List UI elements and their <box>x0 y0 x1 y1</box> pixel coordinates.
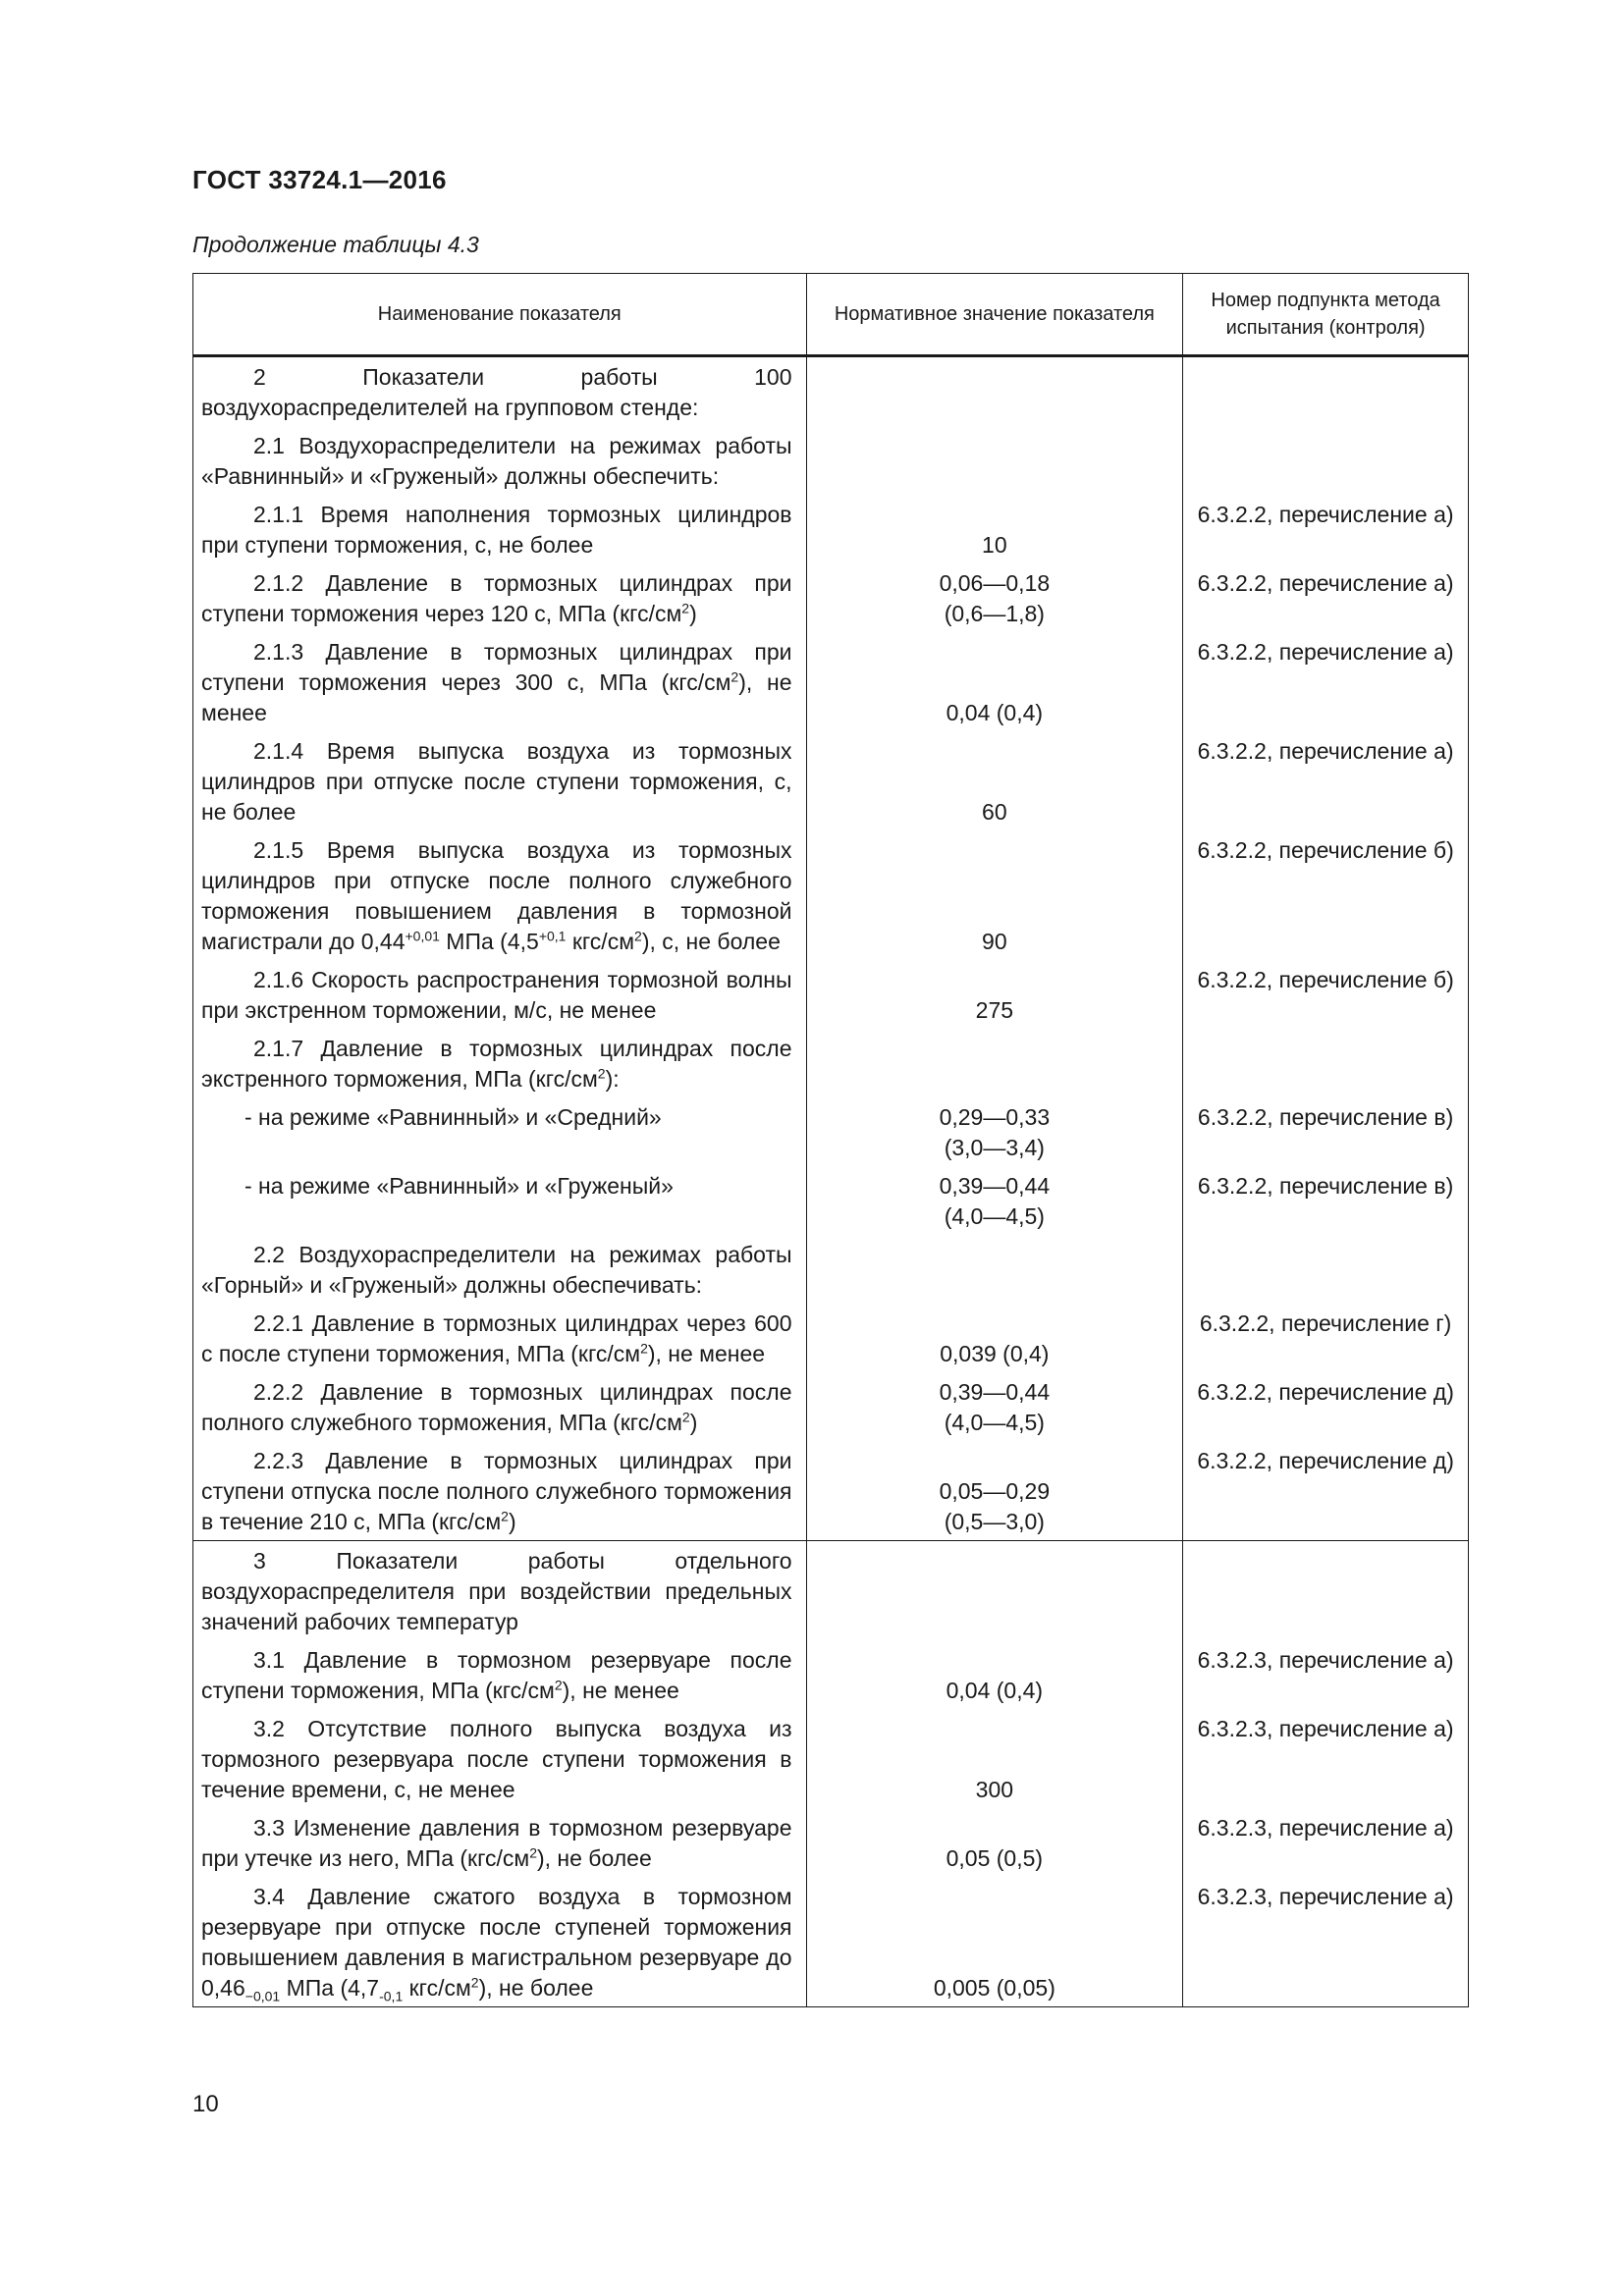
table-row <box>193 632 1469 731</box>
method-ref: 6.3.2.3, перечисление а) <box>1183 1640 1469 1709</box>
table-row <box>193 563 1469 632</box>
table-row <box>193 1441 1469 1541</box>
method-ref: 6.3.2.2, перечисление в) <box>1183 1166 1469 1235</box>
method-ref: 6.3.2.2, перечисление а) <box>1183 563 1469 632</box>
document-header: ГОСТ 33724.1—2016 <box>192 165 447 194</box>
indicator-name: 3.4 Давление сжатого воздуха в тормозном резервуаре при отпуске после ступеней торможения повышением давления в магистральном резервуаре до $0,46_{-0,01}$ МПа ($4,7_{-0,1}$ кгс/$см^2$), не более <box>193 1877 807 2007</box>
indicator-name: 3 Показатели работы отдельного воздухораспределителя при воздействии предельных значений рабочих температур <box>193 1541 807 1641</box>
table-row <box>193 960 1469 1029</box>
table-row <box>193 1640 1469 1709</box>
method-ref: 6.3.2.2, перечисление а) <box>1183 495 1469 563</box>
indicator-value: 0,005 (0,05) <box>806 1877 1183 2007</box>
table-row <box>193 1372 1469 1441</box>
method-ref: 6.3.2.3, перечисление а) <box>1183 1808 1469 1877</box>
indicator-value: 0,039 (0,4) <box>806 1304 1183 1372</box>
indicator-value: 300 <box>806 1709 1183 1808</box>
indicator-value: 60 <box>806 731 1183 830</box>
indicator-name: 2.2 Воздухораспределители на режимах работы «Горный» и «Груженый» должны обеспечивать: <box>193 1235 807 1304</box>
table-row <box>193 1304 1469 1372</box>
indicator-value: 90 <box>806 830 1183 960</box>
indicator-name: 2.2.3 Давление в тормозных цилиндрах при ступени отпуска после полного служебного торможения в течение 210 с, МПа $(кгс/см^2)$ <box>193 1441 807 1541</box>
table-row <box>193 1166 1469 1235</box>
page-number: 10 <box>192 2091 219 2117</box>
indicator-name: 2.1.4 Время выпуска воздуха из тормозных цилиндров при отпуске после ступени торможения, с, не более <box>193 731 807 830</box>
method-ref <box>1183 1541 1469 1641</box>
indicator-value <box>806 1235 1183 1304</box>
method-ref <box>1183 1029 1469 1097</box>
method-ref: 6.3.2.2, перечисление а) <box>1183 731 1469 830</box>
table-row <box>193 495 1469 563</box>
indicator-value <box>806 1029 1183 1097</box>
indicator-name: 2.1.6 Скорость распространения тормозной волны при экстренном торможении, м/с, не менее <box>193 960 807 1029</box>
indicator-name: 2.1.5 Время выпуска воздуха из тормозных цилиндров при отпуске после полного служебного торможения повышением давления в тормозной магистрали до $0,44^{+0,01}$ МПа ($4,5^{+0,1}$ кгс/$см^2$), с, не более <box>193 830 807 960</box>
indicator-name: 2.1.2 Давление в тормозных цилиндрах при ступени торможения через 120 с, МПа $(кгс/см^2)$ <box>193 563 807 632</box>
indicator-name: 3.3 Изменение давления в тормозном резервуаре при утечке из него, МПа $(кгс/см^2)$, не более <box>193 1808 807 1877</box>
table-row <box>193 1097 1469 1166</box>
indicator-value: 275 <box>806 960 1183 1029</box>
method-ref <box>1183 1235 1469 1304</box>
column-header-name: Наименование показателя <box>193 274 807 356</box>
indicator-value: 10 <box>806 495 1183 563</box>
table-row <box>193 830 1469 960</box>
indicator-name: - на режиме «Равнинный» и «Груженый» <box>193 1166 807 1235</box>
method-ref: 6.3.2.2, перечисление д) <box>1183 1441 1469 1541</box>
table-row <box>193 1709 1469 1808</box>
table-row <box>193 1029 1469 1097</box>
indicators-table <box>192 273 1469 2007</box>
method-ref <box>1183 426 1469 495</box>
indicator-value: 0,06—0,18 (0,6—1,8) <box>806 563 1183 632</box>
indicator-name: 3.2 Отсутствие полного выпуска воздуха из тормозного резервуара после ступени торможения в течение времени, с, не менее <box>193 1709 807 1808</box>
indicator-value: 0,05—0,29 (0,5—3,0) <box>806 1441 1183 1541</box>
method-ref: 6.3.2.3, перечисление а) <box>1183 1709 1469 1808</box>
indicator-value: 0,05 (0,5) <box>806 1808 1183 1877</box>
table-row <box>193 1808 1469 1877</box>
table-caption: Продолжение таблицы 4.3 <box>192 232 479 257</box>
indicator-value: 0,04 (0,4) <box>806 632 1183 731</box>
method-ref: 6.3.2.2, перечисление д) <box>1183 1372 1469 1441</box>
indicator-value <box>806 426 1183 495</box>
indicator-name: 2.1 Воздухораспределители на режимах работы «Равнинный» и «Груженый» должны обеспечить: <box>193 426 807 495</box>
indicator-name: 3.1 Давление в тормозном резервуаре после ступени торможения, МПа $(кгс/см^2)$, не менее <box>193 1640 807 1709</box>
table-header-row <box>193 274 1469 356</box>
table-row <box>193 731 1469 830</box>
indicator-value: 0,39—0,44 (4,0—4,5) <box>806 1166 1183 1235</box>
indicator-name: 2.2.1 Давление в тормозных цилиндрах через 600 с после ступени торможения, МПа $(кгс/см^2)$, не менее <box>193 1304 807 1372</box>
indicator-name: 2.1.1 Время наполнения тормозных цилиндров при ступени торможения, с, не более <box>193 495 807 563</box>
method-ref: 6.3.2.3, перечисление а) <box>1183 1877 1469 2007</box>
indicator-value: 0,04 (0,4) <box>806 1640 1183 1709</box>
table-row <box>193 426 1469 495</box>
table-row <box>193 1235 1469 1304</box>
method-ref: 6.3.2.2, перечисление а) <box>1183 632 1469 731</box>
column-header-value: Нормативное значение показателя <box>806 274 1183 356</box>
method-ref: 6.3.2.2, перечисление б) <box>1183 830 1469 960</box>
method-ref: 6.3.2.2, перечисление б) <box>1183 960 1469 1029</box>
indicator-name: - на режиме «Равнинный» и «Средний» <box>193 1097 807 1166</box>
method-ref: 6.3.2.2, перечисление г) <box>1183 1304 1469 1372</box>
method-ref <box>1183 356 1469 427</box>
column-header-method: Номер подпункта метода испытания (контроля) <box>1183 274 1469 356</box>
indicator-value: 0,29—0,33 (3,0—3,4) <box>806 1097 1183 1166</box>
table-row <box>193 356 1469 427</box>
indicator-name: 2.1.3 Давление в тормозных цилиндрах при ступени торможения через 300 с, МПа $(кгс/см^2)$, не менее <box>193 632 807 731</box>
indicator-value: 0,39—0,44 (4,0—4,5) <box>806 1372 1183 1441</box>
indicator-value <box>806 356 1183 427</box>
indicator-name: 2 Показатели работы 100 воздухораспределителей на групповом стенде: <box>193 356 807 427</box>
table-row <box>193 1541 1469 1641</box>
table-row <box>193 1877 1469 2007</box>
indicator-name: 2.1.7 Давление в тормозных цилиндрах после экстренного торможения, МПа $(кгс/см^2)$: <box>193 1029 807 1097</box>
method-ref: 6.3.2.2, перечисление в) <box>1183 1097 1469 1166</box>
indicator-name: 2.2.2 Давление в тормозных цилиндрах после полного служебного торможения, МПа $(кгс/см^2)$ <box>193 1372 807 1441</box>
indicator-value <box>806 1541 1183 1641</box>
